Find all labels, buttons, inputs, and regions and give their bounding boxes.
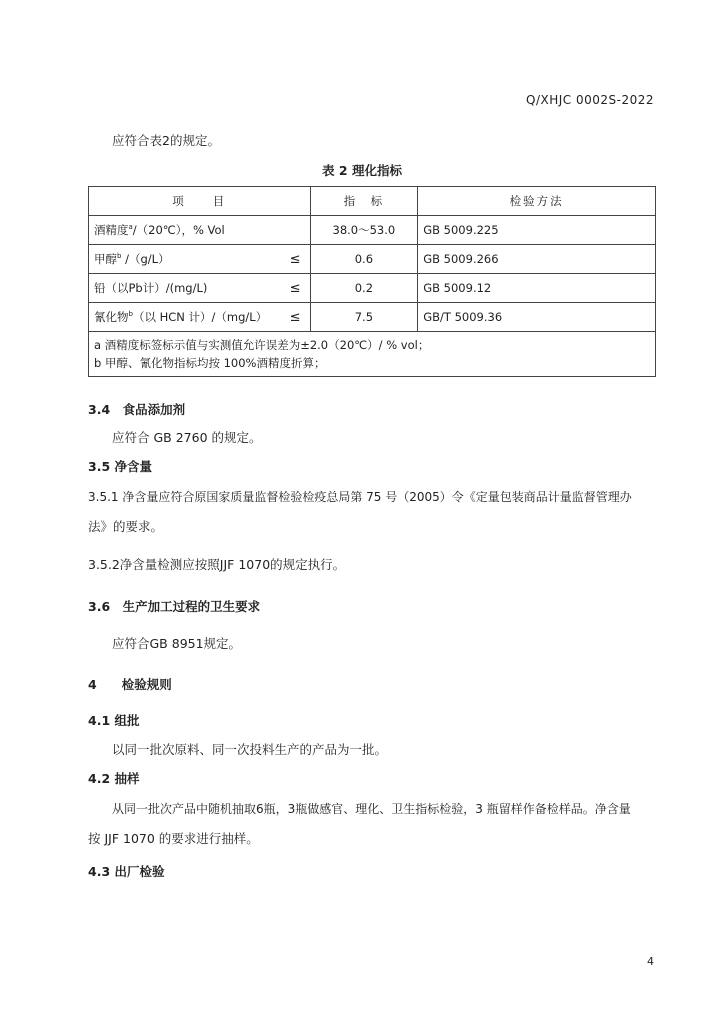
row-method: GB 5009.225 — [418, 216, 656, 245]
table-row — [89, 245, 656, 274]
table-header-row — [89, 187, 656, 216]
row-value: 0.6 — [310, 245, 418, 274]
section-3-6-text: 应符合GB 8951规定。 — [112, 636, 242, 651]
le-sign: ≤ — [289, 280, 301, 296]
section-4-2-heading: 4.2 抽样 — [88, 771, 140, 786]
section-3-5-heading: 3.5 净含量 — [88, 459, 152, 474]
item-footnote-mark: b — [117, 252, 122, 261]
item-label: 铅（以Pb计）/(mg/L) — [94, 281, 208, 295]
section-4-2-line2: 按 JJF 1070 的要求进行抽样。 — [88, 831, 259, 846]
physicochemical-table — [88, 186, 656, 377]
section-3-6-heading: 3.6 生产加工过程的卫生要求 — [88, 599, 261, 614]
section-4-3-heading: 4.3 出厂检验 — [88, 864, 165, 879]
row-method: GB 5009.12 — [418, 274, 656, 303]
item-footnote-mark: b — [128, 310, 133, 319]
row-item — [89, 245, 311, 274]
section-4-1-heading: 4.1 组批 — [88, 713, 140, 728]
row-value: 38.0～53.0 — [310, 216, 418, 245]
row-item — [89, 216, 311, 245]
table-notes-row — [89, 332, 656, 377]
section-3-4-text: 应符合 GB 2760 的规定。 — [112, 430, 262, 445]
section-3-5-1-line2: 法》的要求。 — [88, 519, 164, 534]
row-method: GB/T 5009.36 — [418, 303, 656, 332]
row-value: 0.2 — [310, 274, 418, 303]
table-caption: 表 2 理化指标 — [322, 163, 402, 178]
row-item — [89, 274, 311, 303]
table-row — [89, 274, 656, 303]
item-label: 酒精度 — [94, 223, 129, 237]
item-label: 甲醇 — [94, 252, 117, 266]
section-3-5-2: 3.5.2净含量检测应按照JJF 1070的规定执行。 — [88, 557, 346, 572]
table-row — [89, 216, 656, 245]
intro-line: 应符合表2的规定。 — [112, 133, 220, 148]
header-item: 项 目 — [89, 187, 311, 216]
item-unit: /（20℃），% Vol — [132, 223, 225, 237]
header-method: 检验方法 — [418, 187, 656, 216]
row-item — [89, 303, 311, 332]
page-number: 4 — [647, 955, 654, 968]
table-row — [89, 303, 656, 332]
le-sign: ≤ — [289, 251, 301, 267]
header-index: 指 标 — [310, 187, 418, 216]
row-value: 7.5 — [310, 303, 418, 332]
le-sign: ≤ — [289, 309, 301, 325]
item-footnote-mark: a — [128, 223, 133, 232]
item-unit: /（g/L） — [125, 252, 170, 266]
row-method: GB 5009.266 — [418, 245, 656, 274]
item-unit: （以 HCN 计）/（mg/L） — [132, 310, 268, 324]
section-3-4-heading: 3.4 食品添加剂 — [88, 402, 186, 417]
section-3-5-1-line1: 3.5.1 净含量应符合原国家质量监督检验检疫总局第 75 号（2005）令《定量包装商品计量监督管理办 — [88, 490, 632, 504]
section-4-2-line1: 从同一批次产品中随机抽取6瓶，3瓶做感官、理化、卫生指标检验，3 瓶留样作备检样品。净含量 — [112, 802, 631, 816]
item-label: 氰化物 — [94, 310, 129, 324]
section-4-1-text: 以同一批次原料、同一次投料生产的产品为一批。 — [112, 742, 388, 757]
note-a: a 酒精度标签标示值与实测值允许误差为±2.0（20℃）/ % vol； — [94, 338, 430, 352]
table-notes — [89, 332, 656, 377]
standard-code: Q/XHJC 0002S-2022 — [526, 93, 654, 107]
section-4-heading: 4 检验规则 — [88, 677, 172, 692]
note-b: b 甲醇、氰化物指标均按 100%酒精度折算； — [94, 356, 326, 370]
